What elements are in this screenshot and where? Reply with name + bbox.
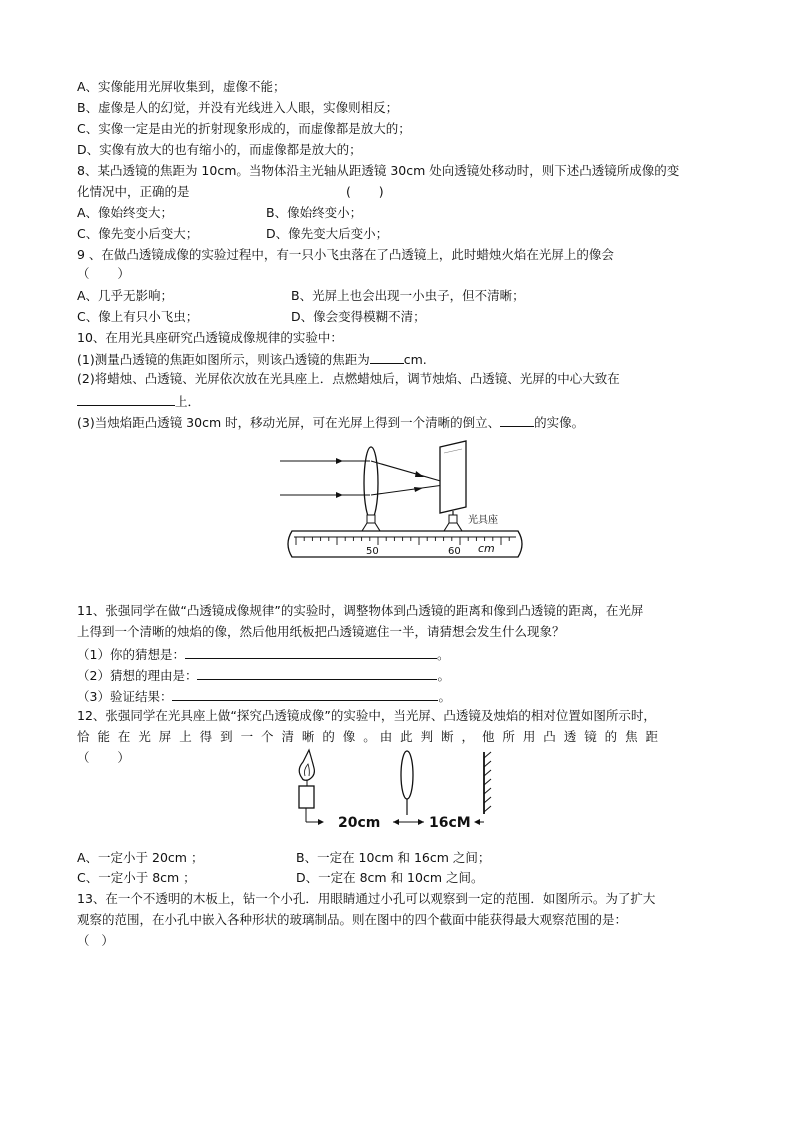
q11-result-blank[interactable] — [172, 687, 438, 701]
screen-holder — [444, 523, 462, 531]
q9-option-b: B、光屏上也会出现一小虫子，但不清晰； — [291, 288, 525, 303]
q11-stem-line1: 11、张强同学在做“凸透镜成像规律”的实验时，调整物体到凸透镜的距离和像到凸透镜的距离，在光屏 — [77, 603, 644, 618]
q10-part1-text: (1)测量凸透镜的焦距如图所示，则该凸透镜的焦距为 — [77, 352, 370, 367]
q10-part3 — [77, 413, 584, 431]
q7-option-b: B、虚像是人的幻觉，并没有光线进入人眼，实像则相反； — [77, 100, 399, 115]
tick-label-60: 60 — [448, 546, 461, 557]
q9-stem-line1: 9 、在做凸透镜成像的实验过程中，有一只小飞虫落在了凸透镜上，此时蜡烛火焰在光屏上的像会 — [77, 247, 614, 262]
q9-option-c: C、像上有只小飞虫； — [77, 309, 199, 324]
q12-option-b: B、一定在 10cm 和 16cm 之间； — [296, 850, 491, 865]
unit-label: cm — [478, 542, 495, 555]
q8-option-c: C、像先变小后变大； — [77, 226, 199, 241]
q8-stem-line2: 化情况中，正确的是 — [77, 184, 190, 199]
q8-option-a: A、像始终变大； — [77, 205, 174, 220]
q10-part2-tail: 上． — [175, 394, 201, 409]
q7-option-a: A、实像能用光屏收集到，虚像不能； — [77, 79, 286, 94]
q13-answer-paren: （ ） — [77, 933, 114, 948]
tick-label-50: 50 — [366, 546, 379, 557]
q10-part2-line1: (2)将蜡烛、凸透镜、光屏依次放在光具座上．点燃蜡烛后，调节烛焰、凸透镜、光屏的中心大致在 — [77, 371, 620, 386]
refracted-ray-top — [371, 461, 451, 484]
q10-stem: 10、在用光具座研究凸透镜成像规律的实验中： — [77, 330, 343, 345]
q11-sub3-label: （3）验证结果： — [77, 689, 173, 704]
q7-option-c: C、实像一定是由光的折射现象形成的，而虚像都是放大的； — [77, 121, 411, 136]
lens-holder — [362, 523, 380, 531]
q13-stem-line2: 观察的范围，在小孔中嵌入各种形状的玻璃制品。则在图中的四个截面中能获得最大观察范围的是： — [77, 912, 628, 927]
q7-option-d: D、实像有放大的也有缩小的，而虚像都是放大的； — [77, 142, 362, 157]
q10-part3-text: (3)当烛焰距凸透镜 30cm 时，移动光屏，可在光屏上得到一个清晰的倒立、 — [77, 415, 501, 430]
q9-option-a: A、几乎无影响； — [77, 288, 174, 303]
convex-lens — [401, 751, 413, 799]
light-screen — [440, 441, 466, 513]
q11-sub1-end: 。 — [436, 647, 450, 662]
convex-lens — [364, 447, 378, 519]
bench-label: 光具座 — [468, 515, 498, 526]
q12-option-a: A、一定小于 20cm ； — [77, 850, 204, 865]
ray-arrow-top — [336, 458, 343, 464]
q11-sub2-end: 。 — [437, 668, 450, 683]
q12-option-c: C、一定小于 8cm ； — [77, 870, 196, 885]
q9-answer-paren: （ ） — [77, 266, 130, 281]
q11-stem-line2: 上得到一个清晰的烛焰的像，然后他用纸板把凸透镜遮住一半，请猜想会发生什么现象？ — [77, 624, 565, 639]
q9-option-d: D、像会变得模糊不清； — [291, 309, 426, 324]
q11-reason-blank[interactable] — [197, 666, 437, 680]
q10-part2-blank[interactable] — [77, 392, 175, 406]
q11-sub2 — [77, 666, 450, 684]
q11-sub3 — [77, 687, 451, 705]
q11-sub2-label: （2）猜想的理由是： — [77, 668, 198, 683]
q13-stem-line1: 13、在一个不透明的木板上，钻一个小孔．用眼睛通过小孔可以观察到一定的范围．如图所示。为了扩大 — [77, 891, 656, 906]
q10-part2-line2 — [77, 392, 200, 410]
q10-part1 — [77, 350, 427, 368]
q11-guess-blank[interactable] — [185, 645, 437, 659]
q11-sub1 — [77, 645, 449, 663]
q11-sub3-end: 。 — [438, 689, 451, 704]
q10-part3-blank[interactable] — [500, 413, 534, 427]
q8-stem-line1: 8、某凸透镜的焦距为 10cm。当物体沿主光轴从距透镜 30cm 处向透镜处移动时，则下述凸透镜所成像的变 — [77, 163, 680, 178]
refracted-arrow-top — [415, 471, 424, 477]
screen-hatching — [484, 752, 491, 812]
refracted-ray-bottom — [371, 484, 451, 495]
q10-part1-blank[interactable] — [370, 350, 404, 364]
q12-candle-lens-screen-figure — [290, 748, 500, 832]
candle-body — [299, 786, 314, 808]
distance-lens-screen: 16cM — [429, 815, 471, 831]
q10-part3-tail: 的实像。 — [534, 415, 585, 430]
q12-stem-line2: 恰 能 在 光 屏 上 得 到 一 个 清 晰 的 像 。 由 此 判 断 ， 他 所 用 凸 透 镜 的 焦 距 — [77, 729, 659, 744]
q8-answer-paren: ( ) — [346, 184, 384, 199]
q10-part1-unit: cm. — [403, 352, 427, 367]
q11-sub1-label: （1）你的猜想是： — [77, 647, 185, 662]
ray-arrow-bottom — [336, 492, 343, 498]
q8-option-d: D、像先变大后变小； — [266, 226, 389, 241]
q12-option-d: D、一定在 8cm 和 10cm 之间。 — [296, 870, 484, 885]
q10-optical-bench-figure — [270, 437, 530, 567]
q12-answer-paren: （ ） — [77, 750, 130, 765]
q12-stem-line1: 12、张强同学在光具座上做“探究凸透镜成像”的实验中，当光屏、凸透镜及烛焰的相对位置如图所示时， — [77, 708, 656, 723]
q8-option-b: B、像始终变小； — [266, 205, 363, 220]
distance-candle-lens: 20cm — [338, 815, 381, 831]
